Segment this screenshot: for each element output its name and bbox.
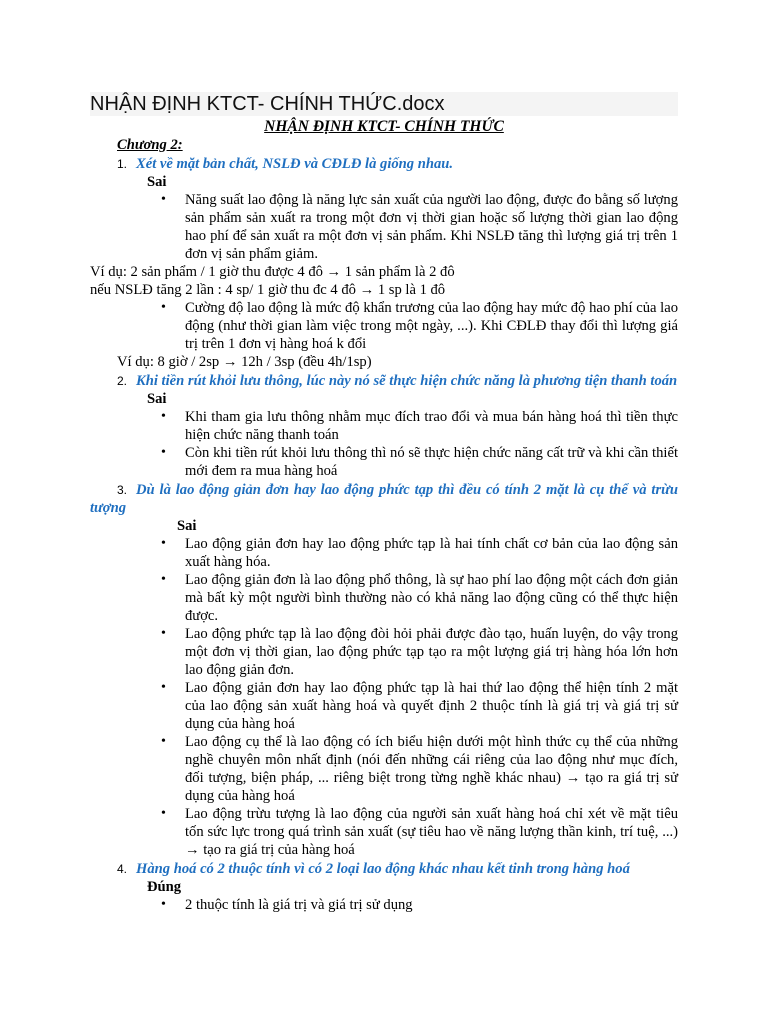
question-1 — [90, 155, 678, 173]
document-body — [90, 117, 678, 914]
bullet-list — [90, 191, 678, 263]
question-number: 1. — [117, 157, 128, 171]
question-2 — [90, 372, 678, 390]
question-number: 4. — [117, 862, 128, 876]
bullet-item: • Còn khi tiền rút khỏi lưu thông thì nó sẽ thực hiện chức năng cất trữ và khi cần thiết mới đem ra mua hàng hoá — [90, 444, 678, 480]
answer-label: Đúng — [147, 879, 182, 895]
file-title: NHẬN ĐỊNH KTCT- CHÍNH THỨC.docx — [90, 92, 678, 116]
bullet-item: • Lao động giản đơn hay lao động phức tạp là hai tính chất cơ bản của lao động sản xuất hàng hóa. — [90, 535, 678, 571]
question-text: Hàng hoá có 2 thuộc tính vì có 2 loại lao động khác nhau kết tinh trong hàng hoá — [136, 861, 630, 877]
question-number: 3. — [117, 483, 128, 497]
example-line: Ví dụ: 8 giờ / 2sp → 12h / 3sp (đều 4h/1sp) — [117, 354, 372, 370]
question-4 — [90, 860, 678, 878]
answer-label: Sai — [147, 391, 167, 407]
question-text: Khi tiền rút khỏi lưu thông, lúc này nó sẽ thực hiện chức năng là phương tiện thanh toán — [136, 373, 678, 389]
bullet-item: • Lao động trừu tượng là lao động của người sản xuất hàng hoá chỉ xét về mặt tiêu tốn sức lực trong quá trình sản xuất (sự tiêu hao về năng lượng thần kinh, trí tuệ, ...) → tạo ra giá trị của hàng hoá — [90, 805, 678, 859]
answer-label: Sai — [147, 174, 167, 190]
question-3 — [90, 481, 678, 517]
question-number: 2. — [117, 374, 128, 388]
document-title: NHẬN ĐỊNH KTCT- CHÍNH THỨC — [264, 118, 504, 135]
bullet-item: • 2 thuộc tính là giá trị và giá trị sử dụng — [90, 896, 678, 914]
example-line: nếu NSLĐ tăng 2 lần : 4 sp/ 1 giờ thu đc 4 đô → 1 sp là 1 đô — [90, 282, 446, 298]
example-line: Ví dụ: 2 sản phẩm / 1 giờ thu được 4 đô → 1 sản phẩm là 2 đô — [90, 264, 455, 280]
bullet-item: • Lao động phức tạp là lao động đòi hỏi phải được đào tạo, huấn luyện, do vậy trong một đơn vị thời gian, lao động phức tạp tạo ra một lượng giá trị hàng hóa lớn hơn lao động giản đơn. — [90, 625, 678, 679]
bullet-item: • Lao động giản đơn hay lao động phức tạp là hai thứ lao động thể hiện tính 2 mặt của lao động sản xuất hàng hoá và quyết định 2 thuộc tính là giá trị và giá trị sử dụng của hàng hoá — [90, 679, 678, 733]
bullet-list — [90, 408, 678, 480]
question-text: Xét về mặt bản chất, NSLĐ và CĐLĐ là giống nhau. — [136, 156, 454, 172]
bullet-item: • Khi tham gia lưu thông nhằm mục đích trao đổi và mua bán hàng hoá thì tiền thực hiện chức năng thanh toán — [90, 408, 678, 444]
bullet-item: • Cường độ lao động là mức độ khẩn trương của lao động hay mức độ hao phí của lao động (như thời gian làm việc trong một ngày, ...). Khi CĐLĐ thay đổi thì lượng giá trị trên 1 đơn vị hàng hoá k đổi — [90, 299, 678, 353]
bullet-list — [90, 535, 678, 859]
answer-label: Sai — [177, 518, 197, 534]
bullet-item: • Lao động cụ thể là lao động có ích biểu hiện dưới một hình thức cụ thể của những nghề chuyên môn nhất định (nói đến những cái riêng của lao động như mục đích, đối tượng, biện pháp, ... riêng biệt trong từng nghề khác nhau) → tạo ra giá trị sử dụng của hàng hoá — [90, 733, 678, 805]
bullet-item: • Lao động giản đơn là lao động phổ thông, là sự hao phí lao động một cách đơn giản mà bất kỳ một người bình thường nào có khả năng lao động cũng có thể thực hiện được. — [90, 571, 678, 625]
chapter-heading: Chương 2: — [117, 137, 183, 153]
bullet-list — [90, 896, 678, 914]
question-text: Dù là lao động giản đơn hay lao động phức tạp thì đều có tính 2 mặt là cụ thể và trừu tượng — [90, 482, 678, 516]
bullet-list — [90, 299, 678, 353]
bullet-item: • Năng suất lao động là năng lực sản xuất của người lao động, được đo bằng số lượng sản phẩm sản xuất ra trong một đơn vị thời gian hoặc số lượng thời gian lao động hao phí để sản xuất ra một đơn vị sản phẩm. Khi NSLĐ tăng thì lượng giá trị trên 1 đơn vị sản phẩm giảm. — [90, 191, 678, 263]
